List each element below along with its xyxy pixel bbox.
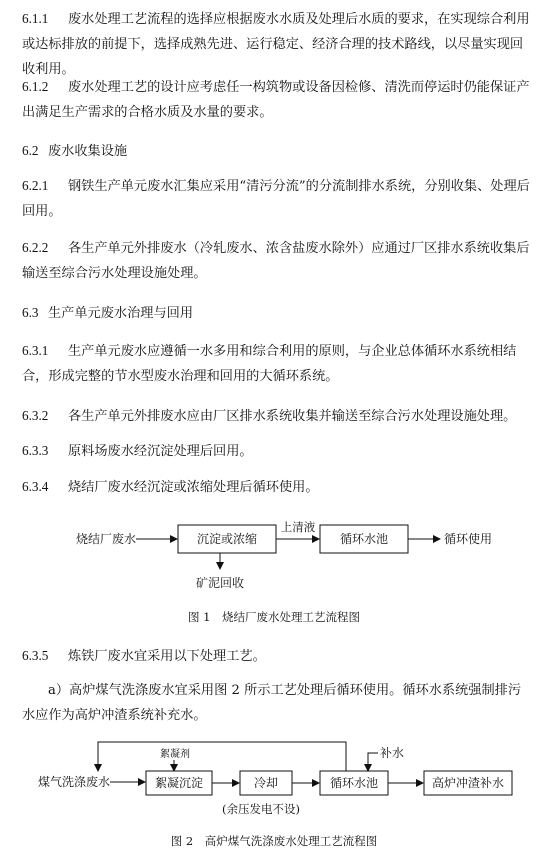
clause-number: 6.2: [22, 143, 39, 158]
clause-number: 6.3.5: [22, 648, 49, 663]
clause-number: 6.1.1: [22, 11, 49, 26]
clause-text: 废水处理工艺的设计应考虑任一构筑物或设备因检修、清洗而停运时仍能保证产出满足生产需求的合格水质及水量的要求。: [22, 80, 530, 120]
fig1-box2-label: 循环水池: [339, 532, 389, 546]
fig1-arrow-label: 上清液: [280, 520, 316, 534]
clause-text: 炼铁厂废水宜采用以下处理工艺。: [68, 649, 266, 664]
fig2-makeup-label: 补水: [380, 746, 405, 760]
paragraph-6-3-5: [22, 643, 532, 669]
paragraph-6-2-1: [22, 173, 532, 224]
clause-text: 钢铁生产单元废水汇集应采用“清污分流”的分流制排水系统，分别收集、处理后回用。: [22, 179, 530, 219]
clause-text: 原料场废水经沉淀处理后回用。: [68, 444, 253, 459]
clause-number: 6.3.4: [22, 479, 49, 494]
figure-1-flowchart: [0, 512, 548, 612]
clause-number: 6.2.1: [22, 178, 49, 193]
section-heading-6-3: [22, 300, 532, 326]
figure-2-caption: 图 2 高炉煤气洗涤废水处理工艺流程图: [170, 834, 378, 848]
fig2-makeup-arrow: [368, 753, 378, 771]
clause-text: 各生产单元外排废水应由厂区排水系统收集并输送至综合污水处理设施处理。: [68, 409, 517, 424]
figure-2-flowchart: [0, 733, 548, 833]
clause-text: 各生产单元外排废水（冷轧废水、浓含盐废水除外）应通过厂区排水系统收集后输送至综合污水处理设施处理。: [22, 241, 530, 281]
clause-number: 6.2.2: [22, 240, 49, 255]
clause-number: 6.3.2: [22, 408, 49, 423]
fig1-output-label: 循环使用: [444, 532, 493, 546]
fig2-flocculant-label: 絮凝剂: [160, 749, 190, 760]
clause-number: 6.3.1: [22, 343, 49, 358]
clause-text: 废水收集设施: [48, 144, 128, 159]
fig2-box1-label: 絮凝沉淀: [154, 776, 204, 790]
fig2-box4-label: 高炉冲渣补水: [431, 776, 505, 790]
fig1-input-label: 烧结厂废水: [76, 532, 137, 546]
clause-text: 生产单元废水治理与回用: [48, 306, 194, 321]
clause-number: 6.3: [22, 305, 39, 320]
paragraph-6-3-3: [22, 438, 532, 464]
paragraph-6-3-4: [22, 474, 532, 500]
sub-item-a: a）高炉煤气洗涤废水宜采用图 2 所示工艺处理后循环使用。循环水系统强制排污水应作为高炉冲渣系统补充水。: [22, 683, 522, 723]
fig1-bottom-label: 矿泥回收: [196, 576, 245, 590]
fig2-input-label: 煤气洗涤废水: [38, 775, 111, 789]
fig2-recirculation-line: [98, 742, 346, 773]
paragraph-6-3-2: [22, 403, 532, 429]
paragraph-6-1-2: [22, 74, 532, 125]
fig2-note: (余压发电不设): [222, 802, 300, 816]
paragraph-6-1-1: [22, 6, 532, 82]
paragraph-6-3-1: [22, 338, 532, 389]
fig2-box3-label: 循环水池: [329, 776, 379, 790]
fig2-box2-label: 冷却: [253, 776, 279, 790]
clause-number: 6.1.2: [22, 79, 49, 94]
clause-text: 生产单元废水应遵循一水多用和综合利用的原则，与企业总体循环水系统相结合，形成完整的节水型废水治理和回用的大循环系统。: [22, 344, 517, 384]
paragraph-6-2-2: [22, 235, 532, 286]
clause-number: 6.3.3: [22, 443, 49, 458]
figure-1-caption: 图 1 烧结厂废水处理工艺流程图: [188, 610, 360, 624]
section-heading-6-2: [22, 138, 532, 164]
clause-text: 废水处理工艺流程的选择应根据废水水质及处理后水质的要求，在实现综合利用或达标排放的前提下，选择成熟先进、运行稳定、经济合理的技术路线，以尽量实现回收利用。: [22, 12, 530, 77]
clause-text: 烧结厂废水经沉淀或浓缩处理后循环使用。: [68, 480, 319, 495]
fig1-box1-label: 沉淀或浓缩: [196, 532, 258, 546]
